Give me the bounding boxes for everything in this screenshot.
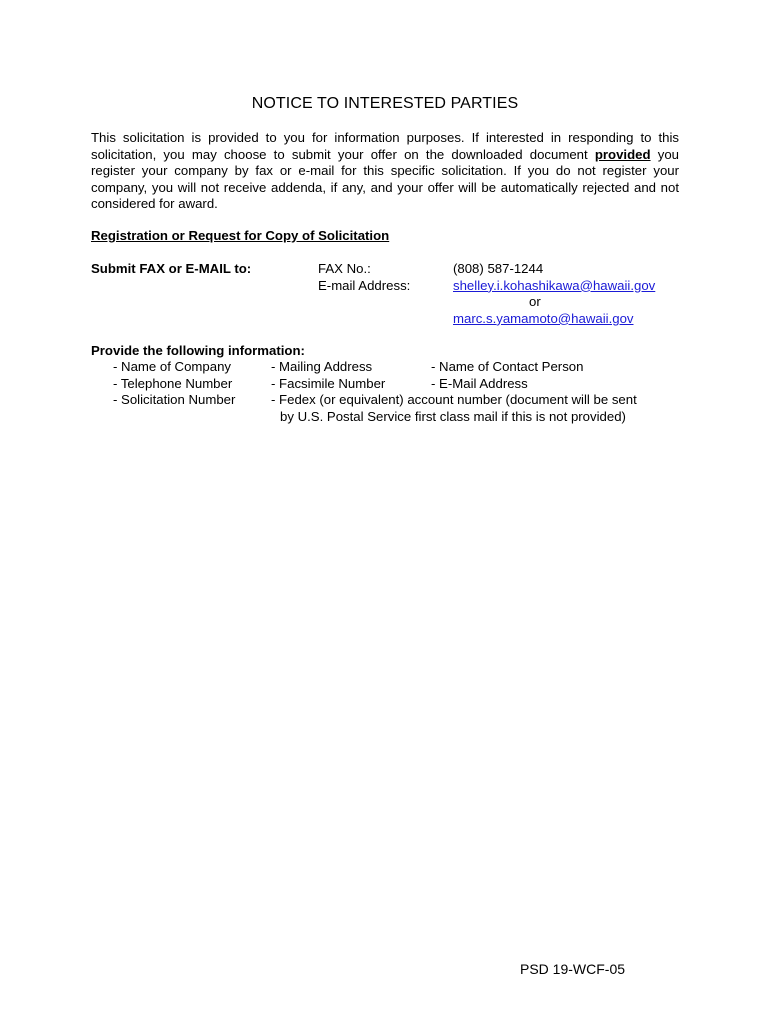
email-link-yamamoto[interactable]: marc.s.yamamoto@hawaii.gov [453,310,634,326]
info-item: - Name of Company [113,359,231,374]
info-item: - Telephone Number [113,375,233,391]
intro-text-part1: This solicitation is provided to you for information purposes. If interested in responding to this solicitation, you may choose to submit your offer on the downloaded document [91,130,679,162]
email-label: E-mail Address: [318,277,411,293]
contact-values [453,261,655,327]
info-item: - Solicitation Number [113,392,236,408]
fax-number: (808) 587-1244 [453,261,544,276]
info-item-continuation: by U.S. Postal Service first class mail if this is not provided) [280,408,626,424]
info-item: - E-Mail Address [431,375,528,391]
info-item: - Fedex (or equivalent) account number (document will be sent [271,392,637,408]
fax-label: FAX No.: [318,261,371,276]
intro-paragraph [91,130,679,213]
submit-label: Submit FAX or E-MAIL to: [91,261,252,276]
info-item: - Facsimile Number [271,375,386,391]
document-footer-id: PSD 19-WCF-05 [520,961,626,977]
registration-heading: Registration or Request for Copy of Solicitation [91,228,390,243]
intro-text-part2: you register your company by fax or e-mail for this specific solicitation. If you do not register your company, you will not receive addenda, if any, and your offer will be automatically rejected and not considered for award. [91,146,679,212]
or-text: or [529,294,541,310]
contact-labels [318,261,410,294]
info-column-3 [431,359,583,392]
provide-heading: Provide the following information: [91,343,305,358]
info-item: - Mailing Address [271,359,373,374]
document-title: NOTICE TO INTERESTED PARTIES [251,95,519,112]
email-link-kohashikawa[interactable]: shelley.i.kohashikawa@hawaii.gov [453,277,656,293]
info-column-1 [113,359,235,409]
intro-emphasis: provided [594,146,651,162]
info-item: - Name of Contact Person [431,359,584,374]
